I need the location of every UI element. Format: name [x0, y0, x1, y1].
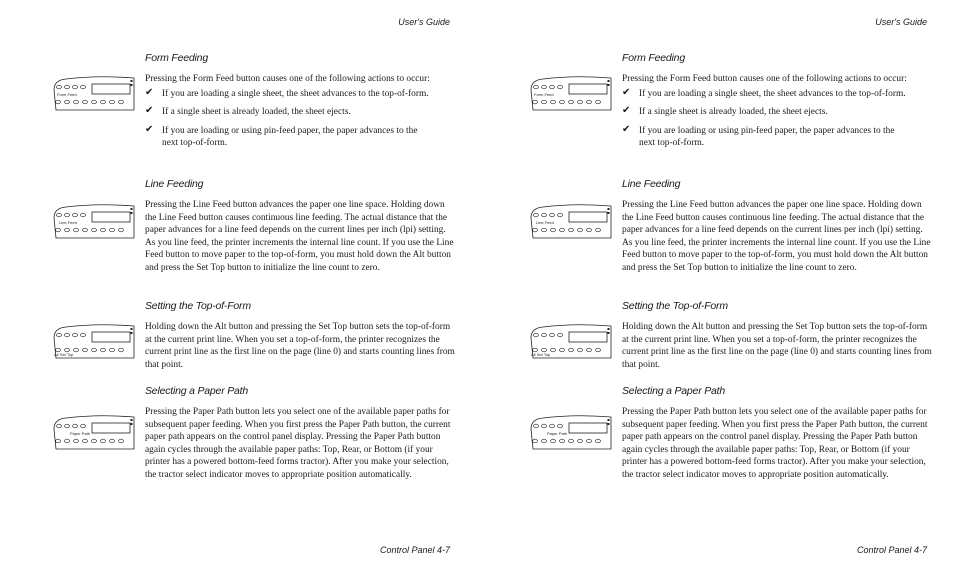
check-icon: ✔: [145, 123, 154, 135]
section-text: Holding down the Alt button and pressing the Set Top button sets the top-of-form at the current print line. When you set a top-of-form, the printer recognizes the current print line as the first line on the page (line 0) and starts counting lines from that point.: [145, 322, 455, 370]
section-text: Holding down the Alt button and pressing the Set Top button sets the top-of-form at the current print line. When you set a top-of-form, the printer recognizes the current print line as the first line on the page (line 0) and starts counting lines from that point.: [622, 322, 932, 370]
section-text: Pressing the Line Feed button advances the paper one line space. Holding down the Line Feed button causes continuous line feeding. The actual distance that the paper advances for a line feed depends on the current lines per inch (lpi) setting. As you line feed, the printer increments the internal line count. If you use the Line Feed button to move paper to the top-of-form, you must hold down the Alt button and press the Set Top button to initialize the line count to zero.: [622, 200, 931, 273]
control-panel-illustration: [50, 415, 136, 451]
control-panel-illustration: [527, 204, 613, 240]
control-panel-illustration: [527, 415, 613, 451]
panel-button-label: Form Feed: [534, 92, 554, 97]
panel-button-label: Alt Set Top: [531, 352, 551, 357]
section-text: Pressing the Paper Path button lets you select one of the available paper paths for subsequent paper feeding. When you first press the Paper Path button, the current paper path appears on the control panel display. Pressing the Paper Path button again cycles through the available paper paths: Top, Rear, or Bottom (if your printer has a powered bottom-feed forms tractor). After you make your selection, the tractor select indicator moves to appropriate position automatically.: [145, 407, 451, 480]
section-title: Setting the Top-of-Form: [145, 300, 251, 312]
list-item: ✔ If you are loading a single sheet, the sheet advances to the top-of-form.: [145, 86, 429, 99]
panel-button-label: Line Feed: [536, 220, 554, 225]
page-footer: Control Panel 4-7: [856, 545, 927, 555]
page-right: [477, 0, 954, 580]
check-icon: ✔: [622, 86, 631, 98]
section-intro: Pressing the Form Feed button causes one of the following actions to occur:: [145, 74, 430, 84]
panel-button-label: Paper Path: [547, 431, 568, 436]
section-text: Pressing the Line Feed button advances the paper one line space. Holding down the Line Feed button causes continuous line feeding. The actual distance that the paper advances for a line feed depends on the current lines per inch (lpi) setting. As you line feed, the printer increments the internal line count. If you use the Line Feed button to move paper to the top-of-form, you must hold down the Alt button and press the Set Top button to initialize the line count to zero.: [145, 200, 454, 273]
check-icon: ✔: [622, 105, 631, 116]
page-footer: Control Panel 4-7: [379, 545, 450, 555]
section-title: Selecting a Paper Path: [145, 385, 249, 397]
section-title: Setting the Top-of-Form: [622, 300, 728, 312]
bullet-list: [145, 88, 455, 150]
section-title: Form Feeding: [145, 52, 208, 64]
list-item: ✔ If you are loading or using pin-feed paper, the paper advances to the next top-of-form.: [145, 123, 418, 148]
running-header: User's Guide: [398, 17, 450, 27]
section-title: Line Feeding: [145, 178, 204, 190]
panel-button-label: Form Feed: [57, 92, 77, 97]
control-panel-illustration: [50, 324, 136, 360]
section-text: Pressing the Paper Path button lets you select one of the available paper paths for subsequent paper feeding. When you first press the Paper Path button, the current paper path appears on the control panel display. Pressing the Paper Path button again cycles through the available paper paths: Top, Rear, or Bottom (if your printer has a powered bottom-feed forms tractor). After you make your selection, the tractor select indicator moves to appropriate position automatically.: [622, 407, 928, 480]
check-icon: ✔: [145, 86, 154, 98]
check-icon: ✔: [622, 123, 631, 135]
panel-button-label: Line Feed: [59, 220, 77, 225]
bullet-list: [622, 88, 932, 150]
control-panel-illustration: [50, 76, 136, 112]
list-item: ✔ If you are loading or using pin-feed paper, the paper advances to the next top-of-form.: [622, 123, 895, 148]
running-header: User's Guide: [875, 17, 927, 27]
list-item: ✔ If a single sheet is already loaded, the sheet ejects.: [145, 105, 351, 117]
control-panel-illustration: [527, 324, 613, 360]
panel-button-label: Paper Path: [70, 431, 91, 436]
control-panel-illustration: [527, 76, 613, 112]
list-item: ✔ If you are loading a single sheet, the sheet advances to the top-of-form.: [622, 86, 906, 99]
control-panel-illustration: [50, 204, 136, 240]
section-intro: Pressing the Form Feed button causes one of the following actions to occur:: [622, 74, 907, 84]
section-title: Form Feeding: [622, 52, 685, 64]
check-icon: ✔: [145, 105, 154, 116]
list-item: ✔ If a single sheet is already loaded, the sheet ejects.: [622, 105, 828, 117]
section-title: Line Feeding: [622, 178, 681, 190]
section-title: Selecting a Paper Path: [622, 385, 726, 397]
panel-button-label: Alt Set Top: [54, 352, 74, 357]
